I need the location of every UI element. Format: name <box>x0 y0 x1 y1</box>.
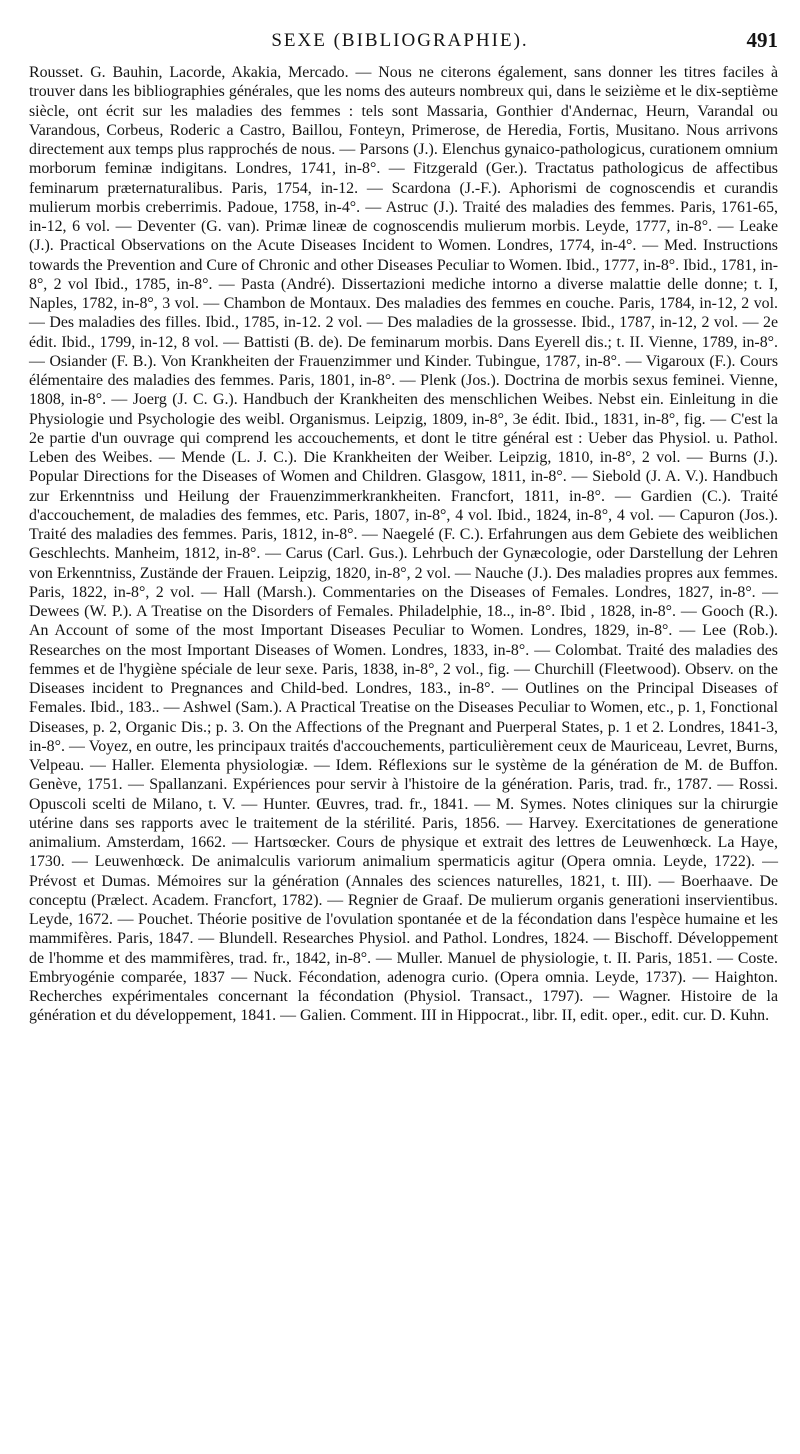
bibliography-text <box>29 63 778 1026</box>
running-title: SEXE (BIBLIOGRAPHIE). <box>271 30 529 51</box>
bibliography-paragraph: Rousset. G. Bauhin, Lacorde, Akakia, Mercado. — Nous ne citerons également, sans donner les titres faciles à trouver dans les bibliographies générales, que les noms des auteurs nombreux qui, dans le seizième et le dix-septième siècle, ont écrit sur les maladies des femmes : tels sont Massaria, Gonthier d'Andernac, Heurn, Varandal ou Varandous, Corbeus, Roderic a Castro, Baillou, Fonteyn, Primerose, de Heredia, Fortis, Musitano. Nous arrivons directement aux temps plus rapprochés de nous. — Parsons (J.). Elenchus gynaico-pathologicus, curationem omnium morborum feminæ indigitans. Londres, 1741, in-8°. — Fitzgerald (Ger.). Tractatus pathologicus de affectibus feminarum præternaturalibus. Paris, 1754, in-12. — Scardona (J.-F.). Aphorismi de cognoscendis et curandis mulierum morbis creberrimis. Padoue, 1758, in-4°. — Astruc (J.). Traité des maladies des femmes. Paris, 1761-65, in-12, 6 vol. — Deventer (G. van). Primæ lineæ de cognoscendis mulierum morbis. Leyde, 1777, in-8°. — Leake (J.). Practical Observations on the Acute Diseases Incident to Women. Londres, 1774, in-4°. — Med. Instructions towards the Prevention and Cure of Chronic and other Diseases Peculiar to Women. Ibid., 1777, in-8°. Ibid., 1781, in-8°, 2 vol Ibid., 1785, in-8°. — Pasta (André). Dissertazioni mediche intorno a diverse malattie delle donne; t. I, Naples, 1782, in-8°, 3 vol. — Chambon de Montaux. Des maladies des femmes en couche. Paris, 1784, in-12, 2 vol. — Des maladies des filles. Ibid., 1785, in-12. 2 vol. — Des maladies de la grossesse. Ibid., 1787, in-12, 2 vol. — 2e édit. Ibid., 1799, in-12, 8 vol. — Battisti (B. de). De feminarum morbis. Dans Eyerell dis.; t. II. Vienne, 1789, in-8°. — Osiander (F. B.). Von Krankheiten der Frauenzimmer und Kinder. Tubingue, 1787, in-8°. — Vigaroux (F.). Cours élémentaire des maladies des femmes. Paris, 1801, in-8°. — Plenk (Jos.). Doctrina de morbis sexus feminei. Vienne, 1808, in-8°. — Joerg (J. C. G.). Handbuch der Krankheiten des menschlichen Weibes. Nebst ein. Einleitung in die Physiologie und Psychologie des weibl. Organismus. Leipzig, 1809, in-8°, 3e édit. Ibid., 1831, in-8°, fig. — C'est la 2e partie d'un ouvrage qui comprend les accouchements, et dont le titre général est : Ueber das Physiol. u. Pathol. Leben des Weibes. — Mende (L. J. C.). Die Krankheiten der Weiber. Leipzig, 1810, in-8°, 2 vol. — Burns (J.). Popular Directions for the Diseases of Women and Children. Glasgow, 1811, in-8°. — Siebold (J. A. V.). Handbuch zur Erkenntniss und Heilung der Frauenzimmerkrankheiten. Francfort, 1811, in-8°. — Gardien (C.). Traité d'accouchement, de maladies des femmes, etc. Paris, 1807, in-8°, 4 vol. Ibid., 1824, in-8°, 4 vol. — Capuron (Jos.). Traité des maladies des femmes. Paris, 1812, in-8°. — Naegelé (F. C.). Erfahrungen aus dem Gebiete des weiblichen Geschlechts. Manheim, 1812, in-8°. — Carus (Carl. Gus.). Lehrbuch der Gynæcologie, oder Darstellung der Lehren von Erkenntniss, Zustände der Frauen. Leipzig, 1820, in-8°, 2 vol. — Nauche (J.). Des maladies propres aux femmes. Paris, 1822, in-8°, 2 vol. — Hall (Marsh.). Commentaries on the Diseases of Females. Londres, 1827, in-8°. — Dewees (W. P.). A Treatise on the Disorders of Females. Philadelphie, 18.., in-8°. Ibid , 1828, in-8°. — Gooch (R.). An Account of some of the most Important Diseases Peculiar to Women. Londres, 1829, in-8°. — Lee (Rob.). Researches on the most Important Diseases of Women. Londres, 1833, in-8°. — Colombat. Traité des maladies des femmes et de l'hygiène spéciale de leur sexe. Paris, 1838, in-8°, 2 vol., fig. — Churchill (Fleetwood). Observ. on the Diseases incident to Pregnances and Child-bed. Londres, 183., in-8°. — Outlines on the Principal Diseases of Females. Ibid., 183.. — Ashwel (Sam.). A Practical Treatise on the Diseases Peculiar to Women, etc., p. 1, Fonctional Diseases, p. 2, Organic Dis.; p. 3. On the Affections of the Pregnant and Puerperal States, p. 1 et 2. Londres, 1841-3, in-8°. — Voyez, en outre, les principaux traités d'accouchements, particulièrement ceux de Mauriceau, Levret, Burns, Velpeau. — Haller. Elementa physiologiæ. — Idem. Réflexions sur le système de la génération de M. de Buffon. Genève, 1751. — Spallanzani. Expériences pour servir à l'histoire de la génération. Paris, trad. fr., 1787. — Rossi. Opuscoli scelti de Milano, t. V. — Hunter. Œuvres, trad. fr., 1841. — M. Symes. Notes cliniques sur la chirurgie utérine dans ses rapports avec le traitement de la stérilité. Paris, 1856. — Harvey. Exercitationes de generatione animalium. Amsterdam, 1662. — Hartsœcker. Cours de physique et extrait des lettres de Leuwenhœck. La Haye, 1730. — Leuwenhœck. De animalculis variorum animalium spermaticis agitur (Opera omnia. Leyde, 1722). — Prévost et Dumas. Mémoires sur la génération (Annales des sciences naturelles, 1821, t. III). — Boerhaave. De conceptu (Prælect. Academ. Francfort, 1782). — Regnier de Graaf. De mulierum organis generationi inservientibus. Leyde, 1672. — Pouchet. Théorie positive de l'ovulation spontanée et de la fécondation dans l'espèce humaine et les mammifères. Paris, 1847. — Blundell. Researches Physiol. and Pathol. Londres, 1824. — Bischoff. Développement de l'homme et des mammifères, trad. fr., 1842, in-8°. — Muller. Manuel de physiologie, t. II. Paris, 1851. — Coste. Embryogénie comparée, 1837 — Nuck. Fécondation, adenogra curio. (Opera omnia. Leyde, 1737). — Haighton. Recherches expérimentales concernant la fécondation (Physiol. Transact., 1797). — Wagner. Histoire de la génération et du développement, 1841. — Galien. Comment. III in Hippocrat., libr. II, edit. oper., edit. cur. D. Kuhn. <box>29 64 778 1025</box>
page-number: 491 <box>746 28 778 52</box>
running-head <box>0 30 800 60</box>
